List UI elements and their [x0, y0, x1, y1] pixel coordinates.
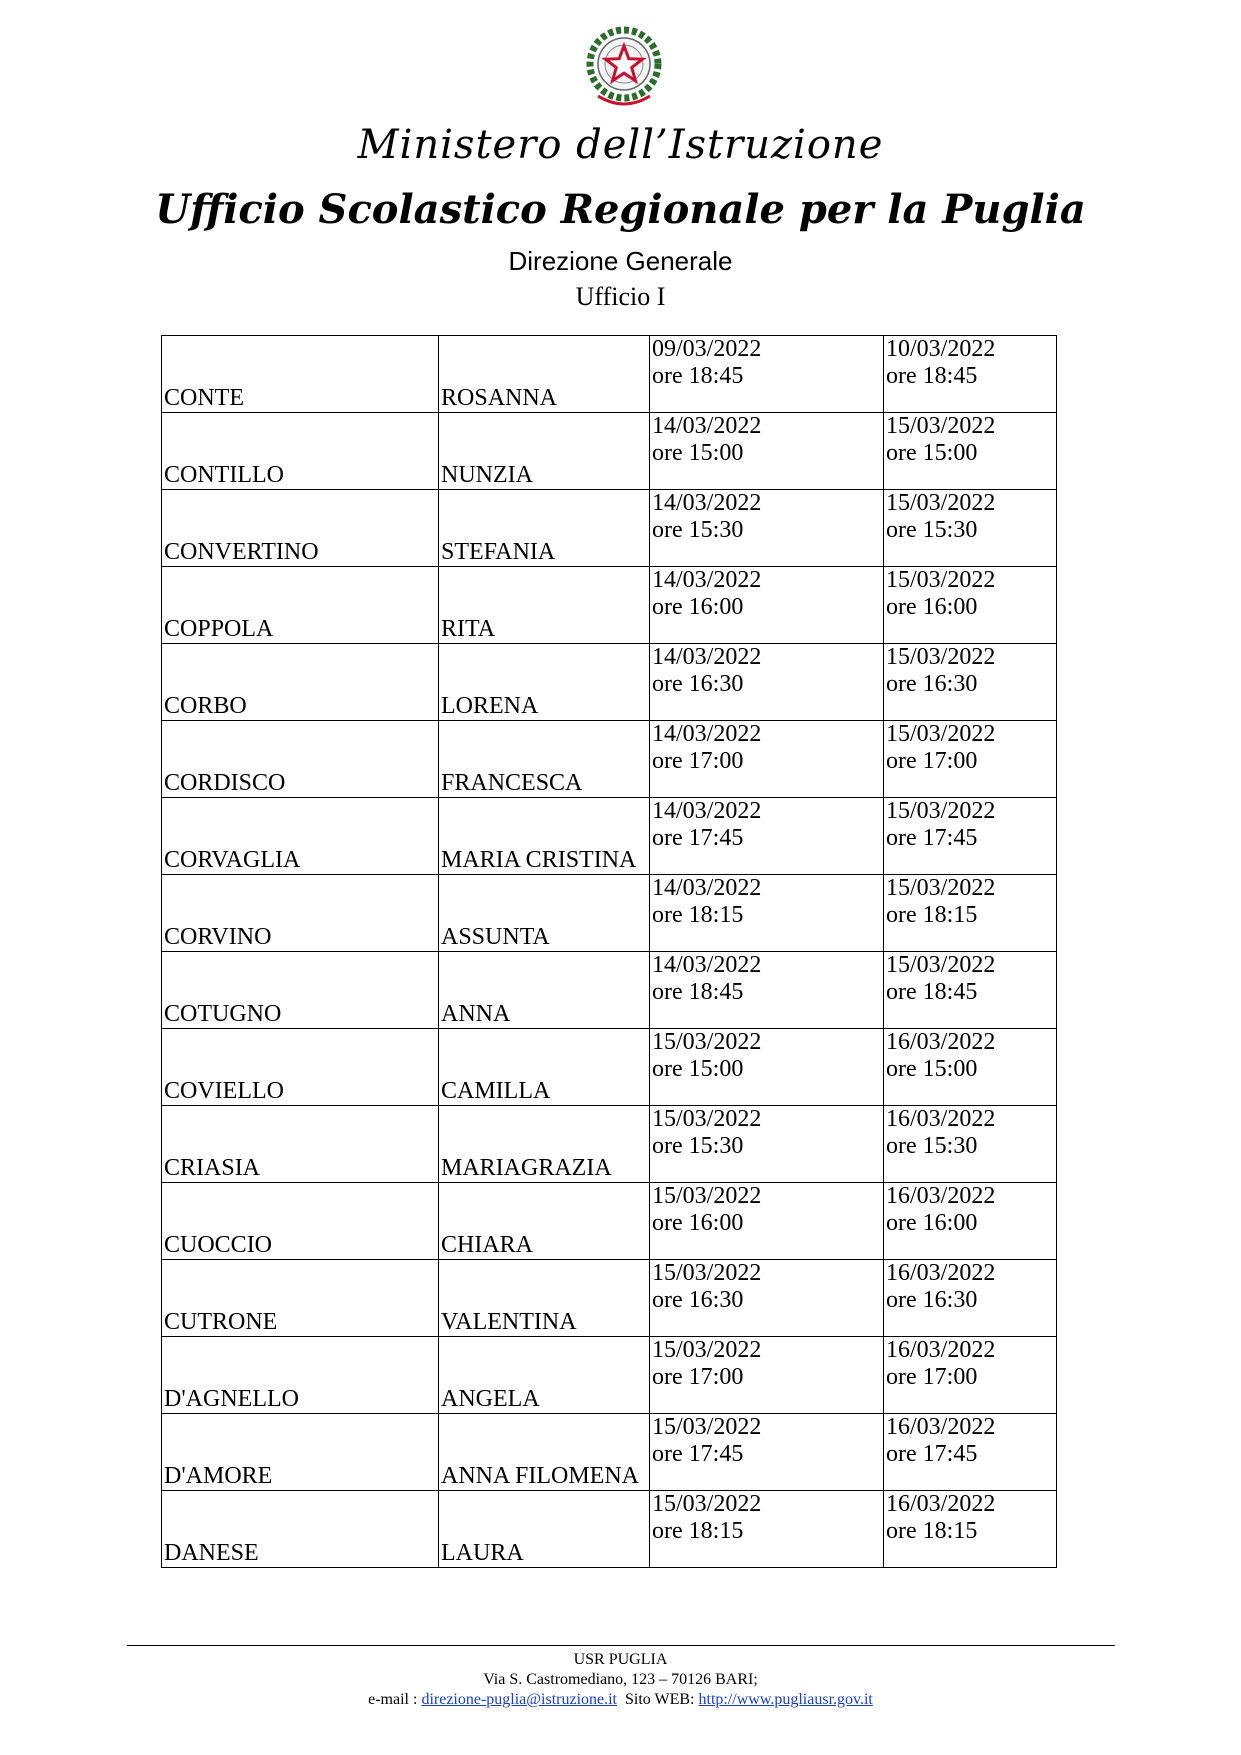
first-date-cell: [650, 413, 884, 490]
surname-cell: CRIASIA: [162, 1106, 439, 1183]
second-time: ore 16:30: [886, 671, 978, 697]
second-date: 16/03/2022: [886, 1106, 996, 1132]
first-time: ore 15:30: [652, 517, 744, 543]
first-date: 15/03/2022: [652, 1183, 762, 1209]
first-date-cell: [650, 1337, 884, 1414]
first-time: ore 17:00: [652, 1364, 744, 1390]
first-date-cell: [650, 644, 884, 721]
first-time: ore 15:00: [652, 1056, 744, 1082]
name-cell: LAURA: [439, 1491, 650, 1568]
first-time: ore 16:30: [652, 1287, 744, 1313]
second-date-cell: [884, 1183, 1057, 1260]
second-date-cell: [884, 567, 1057, 644]
second-date: 15/03/2022: [886, 644, 996, 670]
web-label: Sito WEB:: [625, 1691, 699, 1708]
first-date: 14/03/2022: [652, 798, 762, 824]
second-date-cell: [884, 1029, 1057, 1106]
second-date: 15/03/2022: [886, 490, 996, 516]
first-date: 09/03/2022: [652, 336, 762, 362]
direction-title: Direzione Generale: [508, 246, 733, 276]
first-date: 15/03/2022: [652, 1106, 762, 1132]
second-date: 15/03/2022: [886, 875, 996, 901]
first-date: 14/03/2022: [652, 952, 762, 978]
first-date-cell: [650, 490, 884, 567]
footer-address: Via S. Castromediano, 123 – 70126 BARI;: [483, 1671, 758, 1688]
table-row: [162, 952, 1057, 1029]
surname-cell: CONTE: [162, 336, 439, 413]
first-date-cell: [650, 721, 884, 798]
second-date-cell: [884, 721, 1057, 798]
first-date-cell: [650, 1491, 884, 1568]
first-date: 14/03/2022: [652, 413, 762, 439]
second-time: ore 16:30: [886, 1287, 978, 1313]
first-time: ore 18:15: [652, 902, 744, 928]
second-date-cell: [884, 336, 1057, 413]
first-date: 15/03/2022: [652, 1029, 762, 1055]
surname-cell: CUOCCIO: [162, 1183, 439, 1260]
schedule-table: [161, 335, 1057, 1568]
email-label: e-mail :: [368, 1691, 422, 1708]
first-date: 14/03/2022: [652, 644, 762, 670]
surname-cell: COVIELLO: [162, 1029, 439, 1106]
name-cell: LORENA: [439, 644, 650, 721]
name-cell: NUNZIA: [439, 413, 650, 490]
surname-cell: CORDISCO: [162, 721, 439, 798]
table-row: [162, 567, 1057, 644]
second-time: ore 18:15: [886, 1518, 978, 1544]
second-date-cell: [884, 490, 1057, 567]
office-title: Ufficio Scolastico Regionale per la Puglia: [155, 186, 1086, 233]
ufficio-title: Ufficio I: [575, 282, 666, 311]
name-cell: ROSANNA: [439, 336, 650, 413]
second-date: 16/03/2022: [886, 1183, 996, 1209]
first-time: ore 16:00: [652, 1210, 744, 1236]
second-date: 15/03/2022: [886, 567, 996, 593]
table-row: [162, 413, 1057, 490]
surname-cell: COTUGNO: [162, 952, 439, 1029]
surname-cell: DANESE: [162, 1491, 439, 1568]
surname-cell: D'AGNELLO: [162, 1337, 439, 1414]
email-link[interactable]: direzione-puglia@istruzione.it: [421, 1691, 617, 1708]
first-date-cell: [650, 567, 884, 644]
first-date-cell: [650, 336, 884, 413]
first-time: ore 15:30: [652, 1133, 744, 1159]
table-row: [162, 490, 1057, 567]
surname-cell: CONVERTINO: [162, 490, 439, 567]
second-time: ore 15:30: [886, 1133, 978, 1159]
first-date-cell: [650, 1106, 884, 1183]
footer-divider: [127, 1645, 1115, 1646]
name-cell: ANNA FILOMENA: [439, 1414, 650, 1491]
table-row: [162, 798, 1057, 875]
italian-republic-emblem-icon: [584, 22, 664, 112]
second-date-cell: [884, 1106, 1057, 1183]
second-date-cell: [884, 1337, 1057, 1414]
surname-cell: D'AMORE: [162, 1414, 439, 1491]
name-cell: CHIARA: [439, 1183, 650, 1260]
first-date: 15/03/2022: [652, 1337, 762, 1363]
name-cell: ANNA: [439, 952, 650, 1029]
second-date: 15/03/2022: [886, 952, 996, 978]
second-time: ore 18:45: [886, 363, 978, 389]
first-date-cell: [650, 875, 884, 952]
name-cell: STEFANIA: [439, 490, 650, 567]
second-date: 16/03/2022: [886, 1414, 996, 1440]
table-row: [162, 1337, 1057, 1414]
first-date: 15/03/2022: [652, 1260, 762, 1286]
second-time: ore 17:45: [886, 825, 978, 851]
second-date-cell: [884, 1491, 1057, 1568]
second-time: ore 15:00: [886, 1056, 978, 1082]
table-row: [162, 1414, 1057, 1491]
first-date: 14/03/2022: [652, 567, 762, 593]
table-row: [162, 644, 1057, 721]
second-date: 15/03/2022: [886, 798, 996, 824]
footer-org: USR PUGLIA: [573, 1651, 668, 1668]
first-date-cell: [650, 1029, 884, 1106]
name-cell: RITA: [439, 567, 650, 644]
second-date: 16/03/2022: [886, 1337, 996, 1363]
name-cell: ANGELA: [439, 1337, 650, 1414]
surname-cell: CORBO: [162, 644, 439, 721]
second-time: ore 17:45: [886, 1441, 978, 1467]
second-time: ore 18:15: [886, 902, 978, 928]
first-date: 14/03/2022: [652, 490, 762, 516]
second-time: ore 17:00: [886, 748, 978, 774]
table-row: [162, 1106, 1057, 1183]
second-time: ore 15:30: [886, 517, 978, 543]
surname-cell: COPPOLA: [162, 567, 439, 644]
second-time: ore 15:00: [886, 440, 978, 466]
second-date-cell: [884, 1260, 1057, 1337]
second-date: 16/03/2022: [886, 1491, 996, 1517]
first-date: 15/03/2022: [652, 1414, 762, 1440]
first-date: 15/03/2022: [652, 1491, 762, 1517]
surname-cell: CORVAGLIA: [162, 798, 439, 875]
first-date: 14/03/2022: [652, 721, 762, 747]
footer-contacts: [0, 1690, 1241, 1710]
first-time: ore 17:00: [652, 748, 744, 774]
second-date: 15/03/2022: [886, 721, 996, 747]
first-time: ore 15:00: [652, 440, 744, 466]
first-time: ore 16:30: [652, 671, 744, 697]
second-time: ore 17:00: [886, 1364, 978, 1390]
table-row: [162, 336, 1057, 413]
table-row: [162, 721, 1057, 798]
first-date-cell: [650, 798, 884, 875]
table-row: [162, 875, 1057, 952]
second-date-cell: [884, 798, 1057, 875]
first-date-cell: [650, 1414, 884, 1491]
second-date-cell: [884, 644, 1057, 721]
second-time: ore 16:00: [886, 1210, 978, 1236]
second-date-cell: [884, 413, 1057, 490]
first-date-cell: [650, 952, 884, 1029]
second-time: ore 16:00: [886, 594, 978, 620]
web-link[interactable]: http://www.pugliausr.gov.it: [698, 1691, 873, 1708]
surname-cell: CUTRONE: [162, 1260, 439, 1337]
first-time: ore 17:45: [652, 825, 744, 851]
first-time: ore 18:15: [652, 1518, 744, 1544]
surname-cell: CORVINO: [162, 875, 439, 952]
name-cell: MARIA CRISTINA: [439, 798, 650, 875]
first-date: 14/03/2022: [652, 875, 762, 901]
first-time: ore 16:00: [652, 594, 744, 620]
ministry-title: Ministero dell’Istruzione: [357, 122, 884, 168]
name-cell: ASSUNTA: [439, 875, 650, 952]
name-cell: VALENTINA: [439, 1260, 650, 1337]
first-time: ore 18:45: [652, 979, 744, 1005]
table-row: [162, 1183, 1057, 1260]
table-row: [162, 1491, 1057, 1568]
table-row: [162, 1260, 1057, 1337]
first-time: ore 17:45: [652, 1441, 744, 1467]
name-cell: FRANCESCA: [439, 721, 650, 798]
second-date-cell: [884, 952, 1057, 1029]
second-date: 15/03/2022: [886, 413, 996, 439]
second-date-cell: [884, 1414, 1057, 1491]
second-date: 10/03/2022: [886, 336, 996, 362]
name-cell: MARIAGRAZIA: [439, 1106, 650, 1183]
first-time: ore 18:45: [652, 363, 744, 389]
name-cell: CAMILLA: [439, 1029, 650, 1106]
second-time: ore 18:45: [886, 979, 978, 1005]
first-date-cell: [650, 1183, 884, 1260]
table-row: [162, 1029, 1057, 1106]
surname-cell: CONTILLO: [162, 413, 439, 490]
second-date: 16/03/2022: [886, 1260, 996, 1286]
first-date-cell: [650, 1260, 884, 1337]
footer: [0, 1650, 1241, 1710]
second-date: 16/03/2022: [886, 1029, 996, 1055]
second-date-cell: [884, 875, 1057, 952]
